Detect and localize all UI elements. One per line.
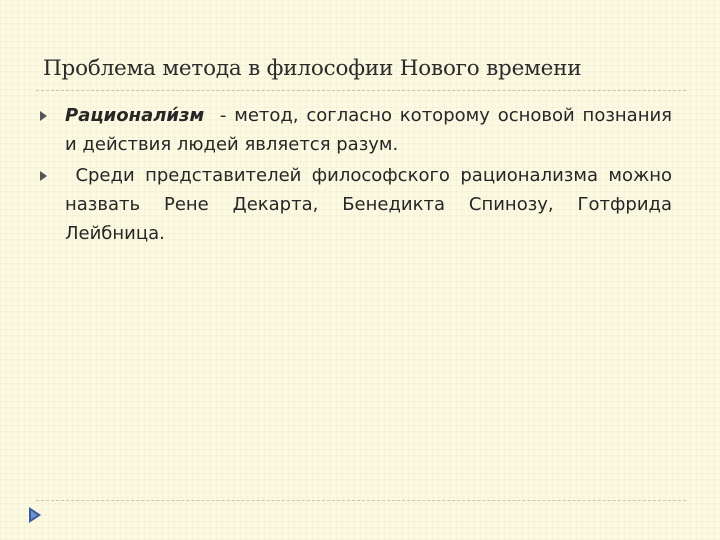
- triangle-right-icon: [40, 171, 47, 181]
- triangle-right-icon: [40, 111, 47, 121]
- play-arrow-icon[interactable]: [27, 506, 43, 524]
- bullet-text: Среди представителей философского рационализма можно назвать Рене Декарта, Бенедикта Спинозу, Готфрида Лейбница.: [65, 165, 678, 244]
- bullet-item: [40, 101, 678, 159]
- bullet-item: [40, 161, 678, 248]
- slide-title: Проблема метода в философии Нового времени: [43, 56, 582, 81]
- footer-divider: [36, 500, 686, 501]
- bullet-text: - метод, согласно которому основой познания и действия людей является разум.: [65, 105, 678, 155]
- title-divider: [36, 90, 686, 91]
- bullet-term: Рационали́зм: [65, 105, 205, 126]
- bullet-list: [40, 101, 678, 250]
